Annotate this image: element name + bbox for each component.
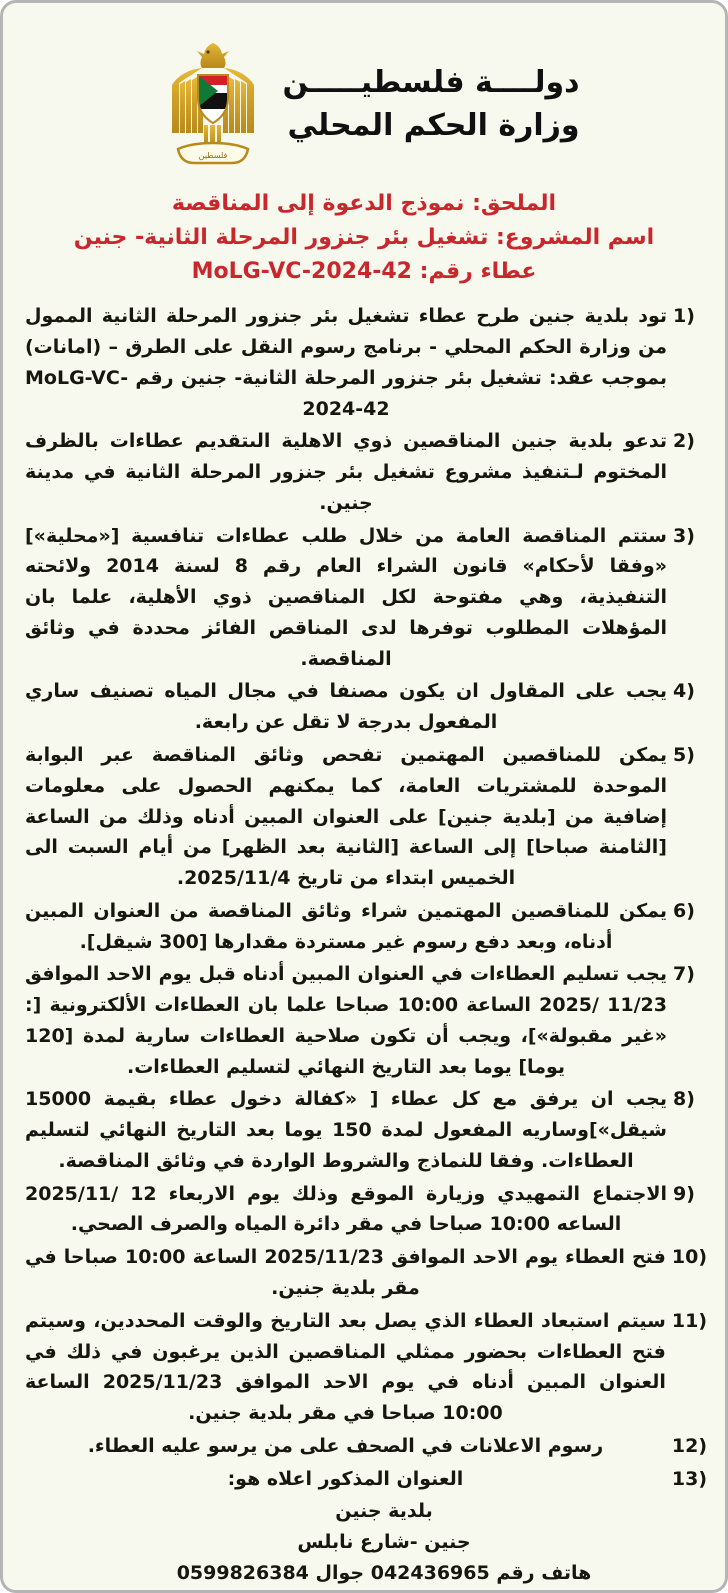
clause-body: يمكن للمناقصين المهتمين تفحص وثائق المناقصة عبر البوابة الموحدة للمشتريات العامة، كما يمكنهم الحصول على معلومات إضافية من [بلدية جنين] على العنوان المبين أدناه وذلك من الساعة [الثامنة صباحا] إلى الساعة [الثانية بعد الظهر] من أيام السبت الى الخميس ابتداء من تاريخ 2025/11/4. [25,744,667,890]
clause-item [21,1306,707,1429]
tender-title-block [21,187,707,289]
clause-body: يمكن للمناقصين المهتمين شراء وثائق المناقصة من العنوان المبين أدناه، وبعد دفع رسوم غير مستردة مقدارها [300 شيقل]. [25,899,667,953]
clause-number: 2) [673,430,695,453]
clause-number: 11) [671,1309,707,1332]
clause-item [21,301,707,424]
clause-body: يجب تسليم العطاءات في العنوان المبين أدناه قبل يوم الاحد الموافق 11/23 /2025 الساعة 10:00 صباحا علما بان العطاءات الألكترونية [: «غير مقبولة»]، ويجب أن تكون صلاحية العطاءات سارية لمدة [120 يوما] يوما بعد التاريخ النهائي لتسليم العطاءات. [25,963,667,1078]
clause-number: 1) [673,305,695,328]
clause-number: 13) [671,1467,707,1490]
clause-item [21,740,707,894]
clause-body: تدعو بلدية جنين المناقصين ذوي الاهلية الىتقديم عطاءات بالظرف المختوم لـتنفيذ مشروع تشغيل بئر جنزور المرحلة الثانية في مدينة جنين. [25,430,667,514]
clause-body: رسوم الاعلانات في الصحف على من يرسو عليه العطاء. [87,1434,604,1457]
clause-item [21,1431,707,1462]
clause-body: سيتم استبعاد العطاء الذي يصل بعد التاريخ والوقت المحددين، وسيتم فتح العطاءات بحضور ممثلي المناقصين الذين يرغبون في ذلك في العنوان المبين أدناه في يوم الاحد الموافق 2025/11/23 الساعة 10:00 صباحا في مقر بلدية جنين. [25,1309,666,1425]
clause-body: يجب على المقاول ان يكون مصنفا في مجال المياه تصنيف ساري المفعول بدرجة لا تقل عن رابعة. [25,680,667,734]
clause-number: 8) [673,1088,695,1111]
address-municipality: بلدية جنين [335,1500,433,1523]
svg-text:فلسطين: فلسطين [199,151,228,160]
tender-number: عطاء رقم: MoLG-VC-2024-42 [191,259,537,285]
clause-number: 12) [671,1434,707,1457]
clause-item [21,959,707,1082]
ministry-title: وزارة الحكم المحلي [287,108,580,143]
clause-item [21,1084,707,1176]
address-phone: هاتف رقم 042436965 جوال 0599826384 [176,1561,592,1584]
clause-body: العنوان المذكور اعلاه هو: [227,1467,464,1490]
clause-body: الاجتماع التمهيدي وزيارة الموقع وذلك يوم الاربعاء 12 /2025/11 الساعه 10:00 صباحا في مقر دائرة المياه والصرف الصحي. [25,1182,667,1236]
clause-number: 4) [673,680,695,703]
clause-item [21,1179,707,1241]
clause-item [21,426,707,518]
address-street: جنين -شارع نابلس [297,1531,471,1554]
clause-item [21,896,707,958]
clause-item [21,1464,707,1495]
contact-address-block [21,1496,707,1588]
clause-number: 10) [671,1246,707,1269]
clause-number: 7) [673,963,695,986]
clause-number: 5) [673,744,695,766]
project-name: اسم المشروع: تشغيل بئر جنزور المرحلة الثانية- جنين [73,225,655,251]
clause-number: 6) [673,899,695,922]
state-title: دولــــة فلسطيـــــن [282,64,580,100]
palestine-eagle-emblem [166,37,260,171]
header-title-group [282,61,579,148]
clause-body: فتح العطاء يوم الاحد الموافق 2025/11/23 الساعة 10:00 صباحا في مقر بلدية جنين. [25,1246,666,1300]
clause-number: 9) [673,1182,695,1205]
clause-body: تود بلدية جنين طرح عطاء تشغيل بئر جنزور المرحلة الثانية الممول من وزارة الحكم المحلي - برنامج رسوم النقل على الطرق – (امانات) بموجب عقد: تشغيل بئر جنزور المرحلة الثانية- جنين رقم MoLG-VC-2024-42 [25,305,667,420]
clause-list [21,301,707,1494]
clause-item [21,676,707,738]
clause-item [21,521,707,675]
annex-title: الملحق: نموذج الدعوة إلى المناقصة [171,191,557,216]
clause-body: يجب ان يرفق مع كل عطاء [ «كفالة دخول عطاء بقيمة 15000 شيقل»]وساريه المفعول لمدة 150 يوما بعد التاريخ النهائي لتسليم العطاءات. وفقا للنماذج والشروط الواردة في وثائق المناقصة. [25,1088,667,1172]
clause-item [21,1242,707,1304]
clause-body: ستتم المناقصة العامة من خلال طلب عطاءات تنافسية [«محلية»] «وفقا لأحكام» قانون الشراء العام رقم 8 لسنة 2014 ولائحته التنفيذية، وهي مفتوحة لكل المناقصين ذوي الأهلية، علما بان المؤهلات المطلوب توفرها لدى المناقص الفائز محددة في وثائق المناقصة. [25,524,667,670]
document-header [21,37,707,171]
clause-number: 3) [673,524,695,547]
